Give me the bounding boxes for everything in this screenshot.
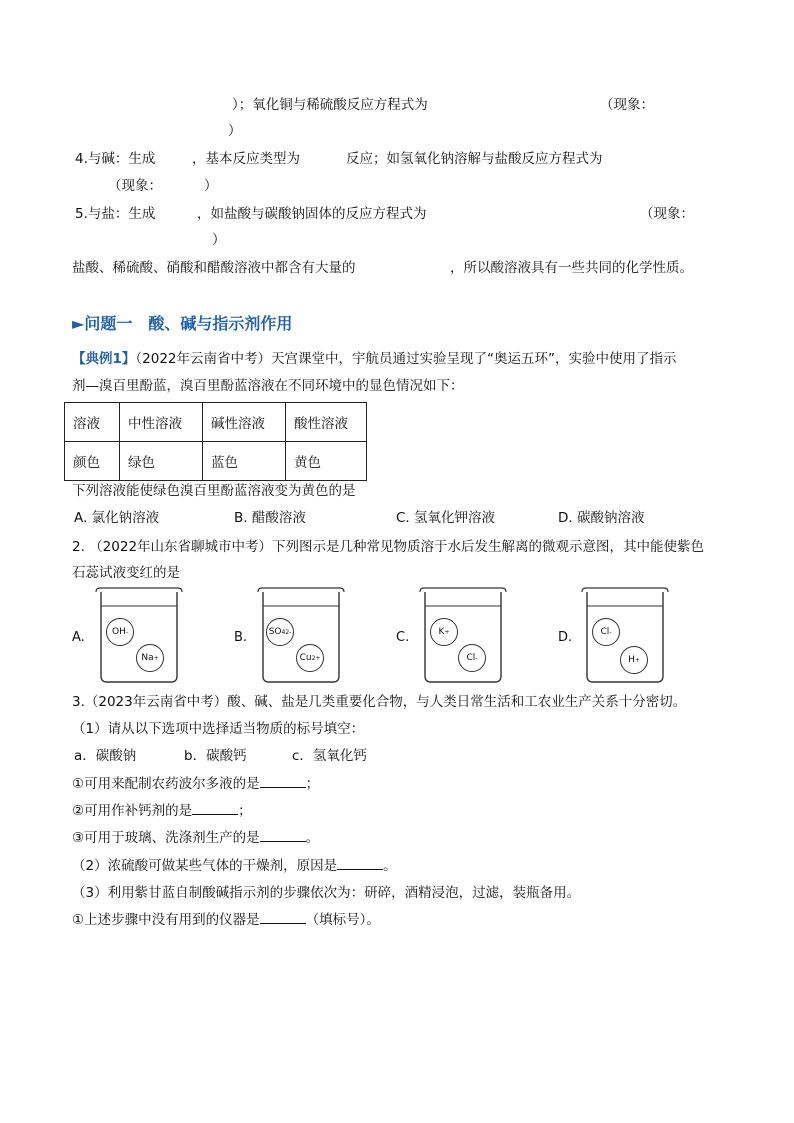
table-cell: 颜色 [65, 442, 120, 481]
ion-hydrogen: H + [620, 646, 648, 674]
beaker-c [418, 586, 508, 686]
ion-copper: Cu 2+ [296, 644, 324, 672]
triangle-marker-icon: ► [72, 314, 85, 333]
beaker-a [94, 586, 184, 686]
ion-sulfate: SO 4 2- [266, 618, 294, 646]
line-2-close: ） [228, 123, 242, 139]
ion-hydroxide: OH - [106, 618, 134, 646]
table-cell: 碱性溶液 [203, 403, 286, 442]
table-row [65, 442, 367, 481]
answer-blank[interactable] [260, 829, 306, 842]
table-cell: 黄色 [286, 442, 367, 481]
q3-sub3: ③可用于玻璃、洗涤剂生产的是 。 [72, 830, 320, 846]
example1-line2: 剂—溴百里酚蓝，溴百里酚蓝溶液在不同环境中的显色情况如下： [72, 378, 464, 394]
q2-line1: 2. （2022年山东省聊城市中考）下列图示是几种常见物质溶于水后发生解离的微观示意图，其中能使紫色 [72, 539, 705, 555]
line-1-text: ）；氧化铜与稀硫酸反应方程式为 [232, 97, 428, 113]
beaker-b [256, 586, 346, 686]
q3-sub2: ②可用作补钙剂的是 ； [72, 803, 252, 819]
table-cell: 蓝色 [203, 442, 286, 481]
beaker-letter-a: A. [72, 630, 85, 645]
ion-chloride: Cl - [458, 644, 486, 672]
q3-sub1: ①可用来配制农药波尔多液的是 ； [72, 776, 320, 792]
q3-part3: （3）利用紫甘蓝自制酸碱指示剂的步骤依次为：研碎，酒精浸泡，过滤，装瓶备用。 [72, 885, 581, 901]
table-cell: 中性溶液 [120, 403, 203, 442]
line-1-phenomenon: （现象： [600, 97, 654, 113]
q3-line1: 3.（2023年云南省中考）酸、碱、盐是几类重要化合物，与人类日常生活和工农业生产关系十分密切。 [72, 694, 687, 710]
ion-sodium: Na + [136, 644, 164, 672]
table-cell: 绿色 [120, 442, 203, 481]
option-a: A. 氯化钠溶液 [74, 510, 160, 526]
table-row [65, 403, 367, 442]
q3-part2: （2）浓硫酸可做某些气体的干燥剂，原因是 。 [72, 858, 397, 874]
example1-line1 [72, 350, 677, 368]
line-7-a: 盐酸、稀硫酸、硝酸和醋酸溶液中都含有大量的 [72, 260, 356, 276]
q3-choice-b: b．碳酸钙 [184, 748, 247, 764]
ion-chloride: Cl - [592, 618, 620, 646]
option-b: B. 醋酸溶液 [234, 510, 306, 526]
option-d: D. 碳酸钠溶液 [558, 510, 645, 526]
line-3-b: ，基本反应类型为 [192, 151, 300, 167]
q3-choice-c: c．氢氧化钙 [292, 748, 367, 764]
table-cell: 溶液 [65, 403, 120, 442]
line-5-a: 5.与盐：生成 [75, 206, 156, 222]
beaker-letter-d: D. [558, 630, 573, 645]
q2-line2: 石蕊试液变红的是 [72, 565, 180, 581]
line-7-b: ，所以酸溶液具有一些共同的化学性质。 [450, 260, 693, 276]
q3-part1: （1）请从以下选项中选择适当物质的标号填空： [72, 721, 365, 737]
line-6-close: ） [212, 232, 226, 248]
beaker-letter-c: C. [396, 630, 410, 645]
table-cell: 酸性溶液 [286, 403, 367, 442]
option-c: C. 氢氧化钾溶液 [396, 510, 496, 526]
beaker-d [580, 586, 670, 686]
q3-part3-sub1: ①上述步骤中没有用到的仪器是 （填标号）。 [72, 912, 380, 928]
line-4-close: ） [204, 178, 218, 194]
example-tag: 【典例1】 [72, 351, 136, 367]
ion-potassium: K + [430, 618, 458, 646]
answer-blank[interactable] [192, 802, 238, 815]
example1-question: 下列溶液能使绿色溴百里酚蓝溶液变为黄色的是 [72, 483, 356, 499]
answer-blank[interactable] [260, 775, 306, 788]
beaker-letter-b: B. [234, 630, 248, 645]
line-3-a: 4.与碱：生成 [75, 151, 156, 167]
line-3-c: 反应；如氢氧化钠溶解与盐酸反应方程式为 [346, 151, 603, 167]
line-5-b: ，如盐酸与碳酸钠固体的反应方程式为 [197, 206, 427, 222]
example1-text1: （2022年云南省中考）天宫课堂中，宇航员通过实验呈现了“奥运五环”，实验中使用了指示 [135, 351, 677, 367]
line-4-phenomenon: （现象： [108, 178, 162, 194]
color-table [64, 402, 367, 481]
q3-choice-a: a．碳酸钠 [74, 748, 137, 764]
answer-blank[interactable] [337, 857, 383, 870]
answer-blank[interactable] [260, 911, 306, 924]
line-5-phenomenon: （现象： [640, 206, 694, 222]
section-title: 问题一 酸、碱与指示剂作用 [84, 314, 293, 333]
section-heading [72, 315, 292, 333]
